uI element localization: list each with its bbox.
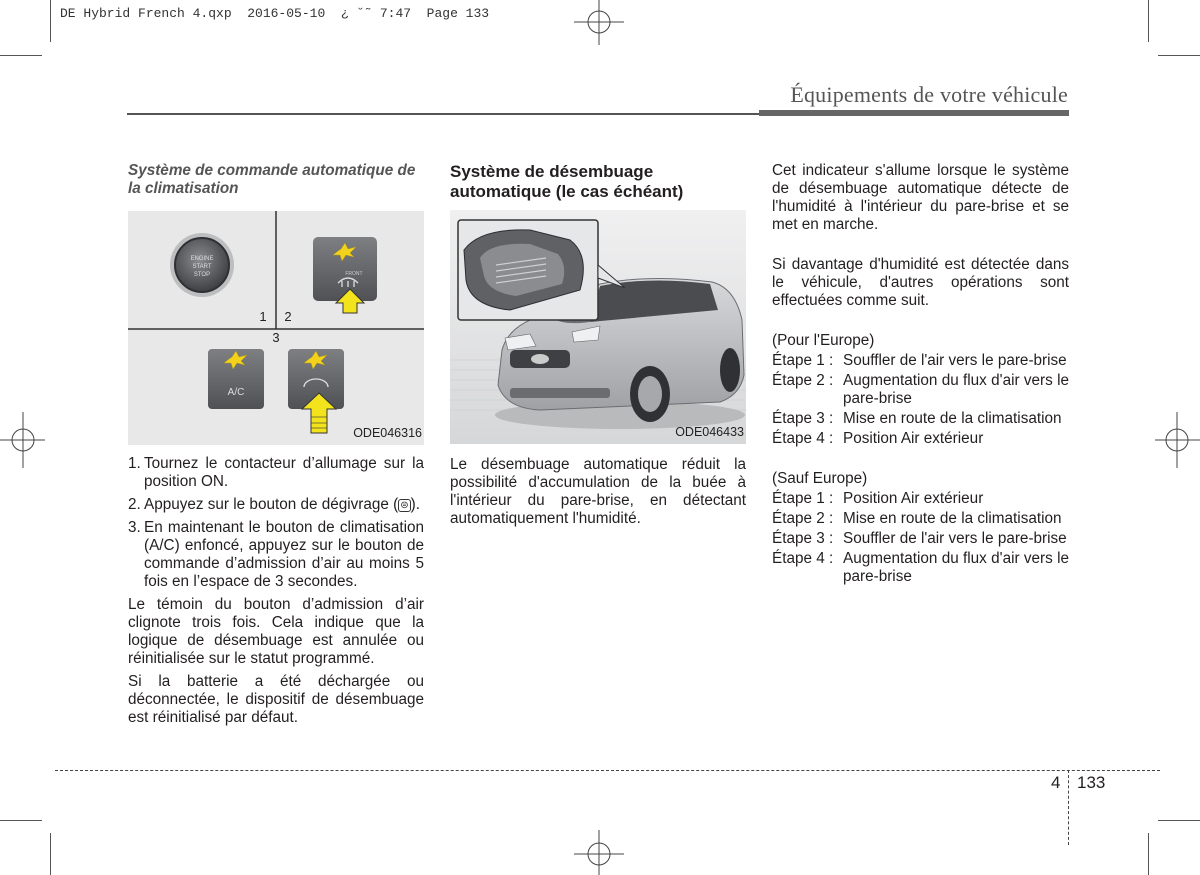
step-text-part: ). (410, 496, 421, 513)
callout-2: 2 (284, 309, 292, 324)
region-label: (Pour l'Europe) (772, 332, 875, 349)
etape-text: Souffler de l'air vers le pare-brise (843, 530, 1067, 547)
etape-label: Étape 2 : (772, 510, 834, 527)
chapter-number: 4 (1051, 773, 1061, 792)
figure-code: ODE046316 (353, 426, 422, 440)
header-rule-accent (759, 110, 1069, 116)
registration-mark-top (574, 0, 624, 45)
paragraph: Si davantage d'humidité est détectée dans le véhicule, d'autres opérations sont effectuées comme suit. (772, 256, 1069, 309)
step-number: 1. (128, 455, 141, 472)
etape-row (772, 372, 1069, 408)
climate-buttons-illustration (128, 211, 424, 445)
step-number: 2. (128, 496, 141, 513)
procedure-step (128, 496, 424, 514)
callout-1: 1 (259, 309, 267, 324)
etape-row (772, 352, 1069, 370)
etape-label: Étape 3 : (772, 410, 834, 427)
etape-text: Position Air extérieur (843, 430, 984, 447)
heading-auto-defog: Système de désembuage automatique (le cas échéant) (450, 162, 684, 201)
footer-divider (1068, 770, 1069, 845)
figure-code: ODE046433 (675, 425, 744, 439)
registration-mark-right (1155, 412, 1200, 468)
procedure-step (128, 455, 424, 491)
etape-label: Étape 1 : (772, 490, 834, 507)
registration-mark-bottom (574, 830, 624, 875)
front-button-text: FRONT (345, 271, 363, 277)
step-text: En maintenant le bouton de climatisation (A/C) enfoncé, appuyez sur le bouton de commande d’admission d’air au moins 5 fois en l’espace de 3 secondes. (144, 519, 424, 590)
column-3 (772, 162, 1069, 588)
step-text-part: Appuyez sur le bouton de dégivrage ( (144, 496, 399, 513)
step-text: Tournez le contacteur d’allumage sur la position ON. (144, 455, 424, 490)
callout-3: 3 (272, 330, 280, 345)
section-title: Équipements de votre véhicule (790, 82, 1068, 107)
etape-row (772, 410, 1069, 428)
ac-button-text: A/C (227, 387, 245, 398)
etape-text: Souffler de l'air vers le pare-brise (843, 352, 1067, 369)
paragraph: Le témoin du bouton d’admission d’air clignote trois fois. Cela indique que la logique de désembuage est annulée ou réinitialisée sur le statut programmé. (128, 596, 424, 667)
etape-row (772, 490, 1069, 508)
column-2 (450, 162, 746, 528)
paragraph: Le désembuage automatique réduit la possibilité d'accumulation de la buée à l'intérieur du pare-brise, en détectant automatiquement l'humidité. (450, 456, 746, 527)
etape-label: Étape 2 : (772, 372, 834, 389)
car-sensor-illustration (450, 210, 746, 444)
step-text (144, 496, 424, 514)
etape-row (772, 510, 1069, 528)
figure-auto-defog-car (450, 210, 746, 444)
step-list-europe (772, 332, 1069, 448)
engine-button-text-2: START (192, 264, 212, 270)
etape-label: Étape 4 : (772, 550, 834, 567)
figure-climate-buttons (128, 211, 424, 445)
step-list-non-europe (772, 470, 1069, 586)
etape-row (772, 550, 1069, 586)
footer-rule (55, 770, 1160, 771)
subheading-climate-control: Système de commande automatique de la climatisation (128, 162, 416, 197)
procedure-step (128, 519, 424, 591)
region-label: (Sauf Europe) (772, 470, 868, 487)
engine-button-text-3: STOP (193, 272, 211, 278)
print-slug: DE Hybrid French 4.qxp 2016-05-10 ¿ ˘˜ 7:47 Page 133 (60, 6, 490, 21)
etape-label: Étape 4 : (772, 430, 834, 447)
page-number: 133 (1077, 773, 1106, 792)
paragraph: Si la batterie a été déchargée ou déconnectée, le dispositif de désembuage est réinitialisé par défaut. (128, 673, 424, 726)
etape-row (772, 530, 1069, 548)
defrost-icon: ⊜ (400, 500, 409, 511)
procedure-steps (128, 455, 424, 591)
engine-button-text-1: ENGINE (190, 256, 214, 262)
paragraph: Cet indicateur s'allume lorsque le système de désembuage automatique détecte de l'humidité à l'intérieur du pare-brise et se met en marche. (772, 162, 1069, 233)
etape-text: Mise en route de la climatisation (843, 510, 1062, 527)
header-rule (127, 113, 759, 115)
registration-mark-left (0, 412, 45, 468)
etape-text: Position Air extérieur (843, 490, 984, 507)
etape-text: Mise en route de la climatisation (843, 410, 1062, 427)
step-number: 3. (128, 519, 141, 536)
etape-label: Étape 3 : (772, 530, 834, 547)
etape-text: Augmentation du flux d'air vers le pare-brise (843, 550, 1069, 585)
etape-row (772, 430, 1069, 448)
column-1 (128, 162, 424, 732)
etape-label: Étape 1 : (772, 352, 834, 369)
etape-text: Augmentation du flux d'air vers le pare-brise (843, 372, 1069, 407)
